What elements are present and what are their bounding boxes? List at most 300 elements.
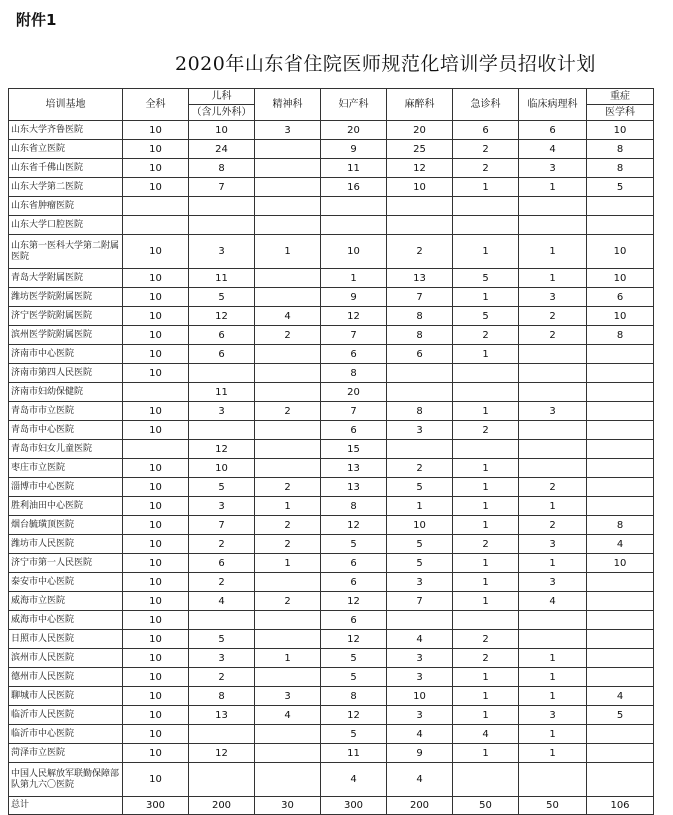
quota-cell: [519, 364, 587, 383]
quota-cell: 1: [453, 402, 519, 421]
quota-cell: [255, 345, 321, 364]
quota-cell: 12: [189, 744, 255, 763]
base-name-cell: 济南市妇幼保健院: [9, 383, 123, 402]
table-row: [9, 516, 654, 535]
quota-cell: [189, 421, 255, 440]
quota-cell: [189, 611, 255, 630]
base-name-cell: 滨州市人民医院: [9, 649, 123, 668]
quota-cell: 2: [519, 478, 587, 497]
total-cell: 106: [587, 797, 654, 815]
quota-cell: 10: [123, 459, 189, 478]
total-row: [9, 797, 654, 815]
quota-cell: 1: [453, 668, 519, 687]
quota-cell: 2: [255, 516, 321, 535]
quota-cell: 3: [387, 421, 453, 440]
total-label: 总计: [9, 797, 123, 815]
quota-cell: 10: [387, 687, 453, 706]
quota-cell: [587, 630, 654, 649]
table-row: [9, 763, 654, 797]
quota-cell: 10: [123, 687, 189, 706]
quota-cell: [587, 421, 654, 440]
quota-cell: 1: [321, 269, 387, 288]
quota-cell: 8: [587, 159, 654, 178]
quota-cell: 1: [453, 459, 519, 478]
quota-cell: 10: [123, 326, 189, 345]
quota-cell: 1: [519, 687, 587, 706]
quota-cell: 5: [453, 269, 519, 288]
base-name-cell: 中国人民解放军联勤保障部队第九六〇医院: [9, 763, 123, 797]
quota-cell: [255, 140, 321, 159]
quota-cell: 16: [321, 178, 387, 197]
quota-cell: 1: [453, 497, 519, 516]
header-general-practice: 全科: [123, 89, 189, 121]
quota-cell: 1: [453, 744, 519, 763]
quota-cell: [587, 573, 654, 592]
table-row: [9, 478, 654, 497]
base-name-cell: 青岛市妇女儿童医院: [9, 440, 123, 459]
quota-cell: [519, 459, 587, 478]
quota-cell: 3: [189, 497, 255, 516]
base-name-cell: 山东省立医院: [9, 140, 123, 159]
quota-cell: 1: [519, 269, 587, 288]
quota-cell: 6: [587, 288, 654, 307]
quota-cell: 11: [321, 744, 387, 763]
quota-cell: [189, 364, 255, 383]
enrollment-plan-table: [8, 88, 654, 815]
base-name-cell: 山东大学第二医院: [9, 178, 123, 197]
quota-cell: 10: [189, 121, 255, 140]
quota-cell: [255, 668, 321, 687]
quota-cell: [519, 345, 587, 364]
quota-cell: 1: [453, 478, 519, 497]
quota-cell: 2: [255, 402, 321, 421]
base-name-cell: 山东第一医科大学第二附属医院: [9, 235, 123, 269]
document-title: 2020年山东省住院医师规范化培训学员招收计划: [175, 53, 596, 75]
table-row: [9, 592, 654, 611]
quota-cell: 4: [321, 763, 387, 797]
quota-cell: 1: [255, 554, 321, 573]
total-cell: 200: [189, 797, 255, 815]
quota-cell: [255, 269, 321, 288]
quota-cell: 5: [189, 478, 255, 497]
quota-cell: [255, 573, 321, 592]
table-row: [9, 649, 654, 668]
quota-cell: [387, 216, 453, 235]
total-cell: 50: [453, 797, 519, 815]
base-name-cell: 淄博市中心医院: [9, 478, 123, 497]
quota-cell: 6: [321, 421, 387, 440]
quota-cell: 10: [587, 235, 654, 269]
quota-cell: 1: [519, 235, 587, 269]
quota-cell: [255, 216, 321, 235]
table-row: [9, 269, 654, 288]
base-name-cell: 济南市第四人民医院: [9, 364, 123, 383]
base-name-cell: 山东省肿瘤医院: [9, 197, 123, 216]
quota-cell: 5: [321, 725, 387, 744]
table-row: [9, 630, 654, 649]
table-row: [9, 744, 654, 763]
quota-cell: 10: [123, 307, 189, 326]
quota-cell: 10: [123, 140, 189, 159]
quota-cell: 8: [387, 326, 453, 345]
quota-cell: 10: [123, 288, 189, 307]
quota-cell: [189, 197, 255, 216]
quota-cell: 12: [321, 592, 387, 611]
quota-cell: 10: [189, 459, 255, 478]
base-name-cell: 山东大学口腔医院: [9, 216, 123, 235]
quota-cell: [519, 383, 587, 402]
table-row: [9, 216, 654, 235]
base-name-cell: 泰安市中心医院: [9, 573, 123, 592]
quota-cell: [123, 383, 189, 402]
header-critical-care: 重症: [587, 89, 654, 105]
quota-cell: 13: [321, 459, 387, 478]
table-row: [9, 326, 654, 345]
quota-cell: 9: [387, 744, 453, 763]
quota-cell: 5: [321, 668, 387, 687]
quota-cell: 6: [321, 573, 387, 592]
total-cell: 300: [123, 797, 189, 815]
quota-cell: [255, 383, 321, 402]
quota-cell: 8: [387, 402, 453, 421]
quota-cell: 1: [453, 592, 519, 611]
quota-cell: [587, 478, 654, 497]
quota-cell: [255, 763, 321, 797]
quota-cell: 1: [453, 687, 519, 706]
quota-cell: 2: [453, 535, 519, 554]
header-base: 培训基地: [9, 89, 123, 121]
quota-cell: 2: [453, 649, 519, 668]
quota-cell: 3: [519, 535, 587, 554]
table-row: [9, 140, 654, 159]
quota-cell: 6: [387, 345, 453, 364]
quota-cell: [255, 611, 321, 630]
quota-cell: 1: [255, 235, 321, 269]
quota-cell: 2: [255, 535, 321, 554]
quota-cell: 10: [123, 706, 189, 725]
base-name-cell: 威海市中心医院: [9, 611, 123, 630]
quota-cell: [255, 288, 321, 307]
header-pediatrics-sub: （含儿外科）: [189, 105, 255, 121]
base-name-cell: 青岛市中心医院: [9, 421, 123, 440]
table-row: [9, 421, 654, 440]
quota-cell: [321, 197, 387, 216]
quota-cell: 5: [189, 630, 255, 649]
base-name-cell: 胜利油田中心医院: [9, 497, 123, 516]
quota-cell: [387, 383, 453, 402]
base-name-cell: 枣庄市立医院: [9, 459, 123, 478]
total-cell: 300: [321, 797, 387, 815]
table-row: [9, 345, 654, 364]
quota-cell: 5: [387, 535, 453, 554]
quota-cell: 3: [519, 288, 587, 307]
table-row: [9, 535, 654, 554]
quota-cell: 10: [387, 178, 453, 197]
quota-cell: 10: [123, 364, 189, 383]
quota-cell: 8: [587, 516, 654, 535]
quota-cell: 10: [123, 649, 189, 668]
header-critical-care-sub: 医学科: [587, 105, 654, 121]
quota-cell: 1: [519, 554, 587, 573]
quota-cell: 8: [189, 687, 255, 706]
quota-cell: [587, 459, 654, 478]
quota-cell: 4: [453, 725, 519, 744]
attachment-label: 附件1: [16, 11, 57, 29]
quota-cell: 12: [189, 440, 255, 459]
table-row: [9, 497, 654, 516]
quota-cell: [587, 197, 654, 216]
quota-cell: 2: [255, 592, 321, 611]
quota-cell: 4: [189, 592, 255, 611]
quota-cell: 10: [123, 121, 189, 140]
quota-cell: 10: [123, 630, 189, 649]
quota-cell: 4: [255, 307, 321, 326]
quota-cell: 10: [123, 573, 189, 592]
header-pathology: 临床病理科: [519, 89, 587, 121]
quota-cell: [255, 178, 321, 197]
quota-cell: [453, 216, 519, 235]
quota-cell: 1: [519, 744, 587, 763]
quota-cell: 2: [519, 326, 587, 345]
quota-cell: [587, 592, 654, 611]
quota-cell: 24: [189, 140, 255, 159]
table-row: [9, 307, 654, 326]
header-psychiatry: 精神科: [255, 89, 321, 121]
quota-cell: 10: [123, 345, 189, 364]
quota-cell: 3: [255, 687, 321, 706]
quota-cell: 10: [123, 744, 189, 763]
quota-cell: 3: [387, 706, 453, 725]
quota-cell: [453, 197, 519, 216]
quota-cell: 12: [189, 307, 255, 326]
quota-cell: [519, 197, 587, 216]
table-row: [9, 668, 654, 687]
quota-cell: 5: [321, 535, 387, 554]
quota-cell: 2: [189, 668, 255, 687]
quota-cell: 3: [189, 402, 255, 421]
table-row: [9, 364, 654, 383]
quota-cell: 20: [321, 383, 387, 402]
base-name-cell: 山东大学齐鲁医院: [9, 121, 123, 140]
quota-cell: 3: [255, 121, 321, 140]
base-name-cell: 济南市中心医院: [9, 345, 123, 364]
quota-cell: 4: [387, 763, 453, 797]
quota-cell: 1: [453, 706, 519, 725]
base-name-cell: 威海市立医院: [9, 592, 123, 611]
base-name-cell: 临沂市中心医院: [9, 725, 123, 744]
quota-cell: 5: [387, 478, 453, 497]
quota-cell: 10: [123, 668, 189, 687]
quota-cell: [453, 440, 519, 459]
quota-cell: 13: [321, 478, 387, 497]
quota-cell: 25: [387, 140, 453, 159]
quota-cell: 12: [321, 706, 387, 725]
quota-cell: 10: [123, 497, 189, 516]
quota-cell: [519, 421, 587, 440]
quota-cell: [587, 725, 654, 744]
quota-cell: 6: [453, 121, 519, 140]
base-name-cell: 德州市人民医院: [9, 668, 123, 687]
quota-cell: [587, 383, 654, 402]
quota-cell: 15: [321, 440, 387, 459]
quota-cell: 6: [321, 554, 387, 573]
quota-cell: 5: [453, 307, 519, 326]
quota-cell: [123, 197, 189, 216]
header-pediatrics: 儿科: [189, 89, 255, 105]
base-name-cell: 日照市人民医院: [9, 630, 123, 649]
quota-cell: 7: [387, 592, 453, 611]
quota-cell: 10: [587, 121, 654, 140]
quota-cell: [519, 440, 587, 459]
quota-cell: 6: [519, 121, 587, 140]
quota-cell: 5: [587, 178, 654, 197]
quota-cell: 1: [255, 649, 321, 668]
quota-cell: 3: [387, 573, 453, 592]
quota-cell: [587, 763, 654, 797]
quota-cell: 10: [123, 763, 189, 797]
quota-cell: [387, 197, 453, 216]
quota-cell: 10: [123, 478, 189, 497]
table-row: [9, 288, 654, 307]
quota-cell: 4: [255, 706, 321, 725]
base-name-cell: 潍坊医学院附属医院: [9, 288, 123, 307]
quota-cell: 10: [123, 611, 189, 630]
table-row: [9, 235, 654, 269]
quota-cell: 4: [519, 140, 587, 159]
quota-cell: 8: [321, 497, 387, 516]
quota-cell: 12: [321, 307, 387, 326]
quota-cell: 2: [453, 630, 519, 649]
quota-cell: 3: [519, 159, 587, 178]
table-row: [9, 402, 654, 421]
table-row: [9, 197, 654, 216]
header-row: [9, 89, 654, 105]
quota-cell: 8: [189, 159, 255, 178]
quota-cell: 5: [189, 288, 255, 307]
quota-cell: [189, 763, 255, 797]
quota-cell: [189, 216, 255, 235]
quota-cell: 10: [123, 421, 189, 440]
quota-cell: 10: [123, 159, 189, 178]
base-name-cell: 济宁市第一人民医院: [9, 554, 123, 573]
table-row: [9, 159, 654, 178]
quota-cell: [123, 216, 189, 235]
quota-cell: [453, 383, 519, 402]
quota-cell: 10: [123, 402, 189, 421]
table-row: [9, 121, 654, 140]
table-row: [9, 383, 654, 402]
quota-cell: 4: [387, 725, 453, 744]
quota-cell: [519, 630, 587, 649]
quota-cell: [587, 611, 654, 630]
quota-cell: 10: [123, 178, 189, 197]
quota-cell: [587, 649, 654, 668]
quota-cell: [587, 744, 654, 763]
quota-cell: 3: [519, 402, 587, 421]
quota-cell: 7: [387, 288, 453, 307]
quota-cell: 20: [387, 121, 453, 140]
quota-cell: [587, 216, 654, 235]
quota-cell: [189, 725, 255, 744]
base-name-cell: 青岛市市立医院: [9, 402, 123, 421]
base-name-cell: 青岛大学附属医院: [9, 269, 123, 288]
quota-cell: 7: [189, 516, 255, 535]
quota-cell: 1: [453, 235, 519, 269]
quota-cell: 2: [453, 326, 519, 345]
quota-cell: [587, 364, 654, 383]
quota-cell: [519, 611, 587, 630]
quota-cell: 10: [123, 592, 189, 611]
quota-cell: 9: [321, 140, 387, 159]
total-cell: 200: [387, 797, 453, 815]
quota-cell: 11: [189, 383, 255, 402]
quota-cell: 10: [587, 269, 654, 288]
quota-cell: [387, 611, 453, 630]
quota-cell: 5: [387, 554, 453, 573]
quota-cell: 6: [189, 326, 255, 345]
quota-cell: [587, 668, 654, 687]
quota-cell: 10: [387, 516, 453, 535]
header-obstetrics: 妇产科: [321, 89, 387, 121]
quota-cell: 6: [321, 345, 387, 364]
quota-cell: 3: [387, 668, 453, 687]
quota-cell: 10: [587, 554, 654, 573]
quota-cell: 4: [519, 592, 587, 611]
quota-cell: 9: [321, 288, 387, 307]
quota-cell: 5: [321, 649, 387, 668]
quota-cell: 4: [587, 687, 654, 706]
table-row: [9, 687, 654, 706]
quota-cell: 7: [189, 178, 255, 197]
quota-cell: 11: [189, 269, 255, 288]
header-anesthesia: 麻醉科: [387, 89, 453, 121]
quota-cell: 1: [519, 725, 587, 744]
quota-cell: [519, 216, 587, 235]
table-row: [9, 706, 654, 725]
quota-cell: 6: [189, 554, 255, 573]
table-row: [9, 440, 654, 459]
quota-cell: 2: [189, 535, 255, 554]
quota-cell: 10: [123, 554, 189, 573]
total-cell: 50: [519, 797, 587, 815]
quota-cell: 1: [387, 497, 453, 516]
quota-cell: 3: [189, 235, 255, 269]
quota-cell: 4: [587, 535, 654, 554]
quota-cell: [255, 459, 321, 478]
quota-cell: 1: [519, 497, 587, 516]
quota-cell: [255, 197, 321, 216]
quota-cell: 10: [123, 535, 189, 554]
quota-cell: [587, 440, 654, 459]
quota-cell: 1: [453, 178, 519, 197]
quota-cell: 8: [321, 364, 387, 383]
quota-cell: 2: [519, 307, 587, 326]
quota-cell: 10: [321, 235, 387, 269]
quota-cell: [453, 364, 519, 383]
quota-cell: [321, 216, 387, 235]
quota-cell: 1: [519, 668, 587, 687]
quota-cell: 10: [123, 269, 189, 288]
quota-cell: 6: [321, 611, 387, 630]
base-name-cell: 菏泽市立医院: [9, 744, 123, 763]
quota-cell: 20: [321, 121, 387, 140]
quota-cell: 2: [519, 516, 587, 535]
quota-cell: 8: [587, 140, 654, 159]
base-name-cell: 济宁医学院附属医院: [9, 307, 123, 326]
quota-cell: 3: [387, 649, 453, 668]
quota-cell: 1: [255, 497, 321, 516]
quota-cell: 2: [255, 326, 321, 345]
